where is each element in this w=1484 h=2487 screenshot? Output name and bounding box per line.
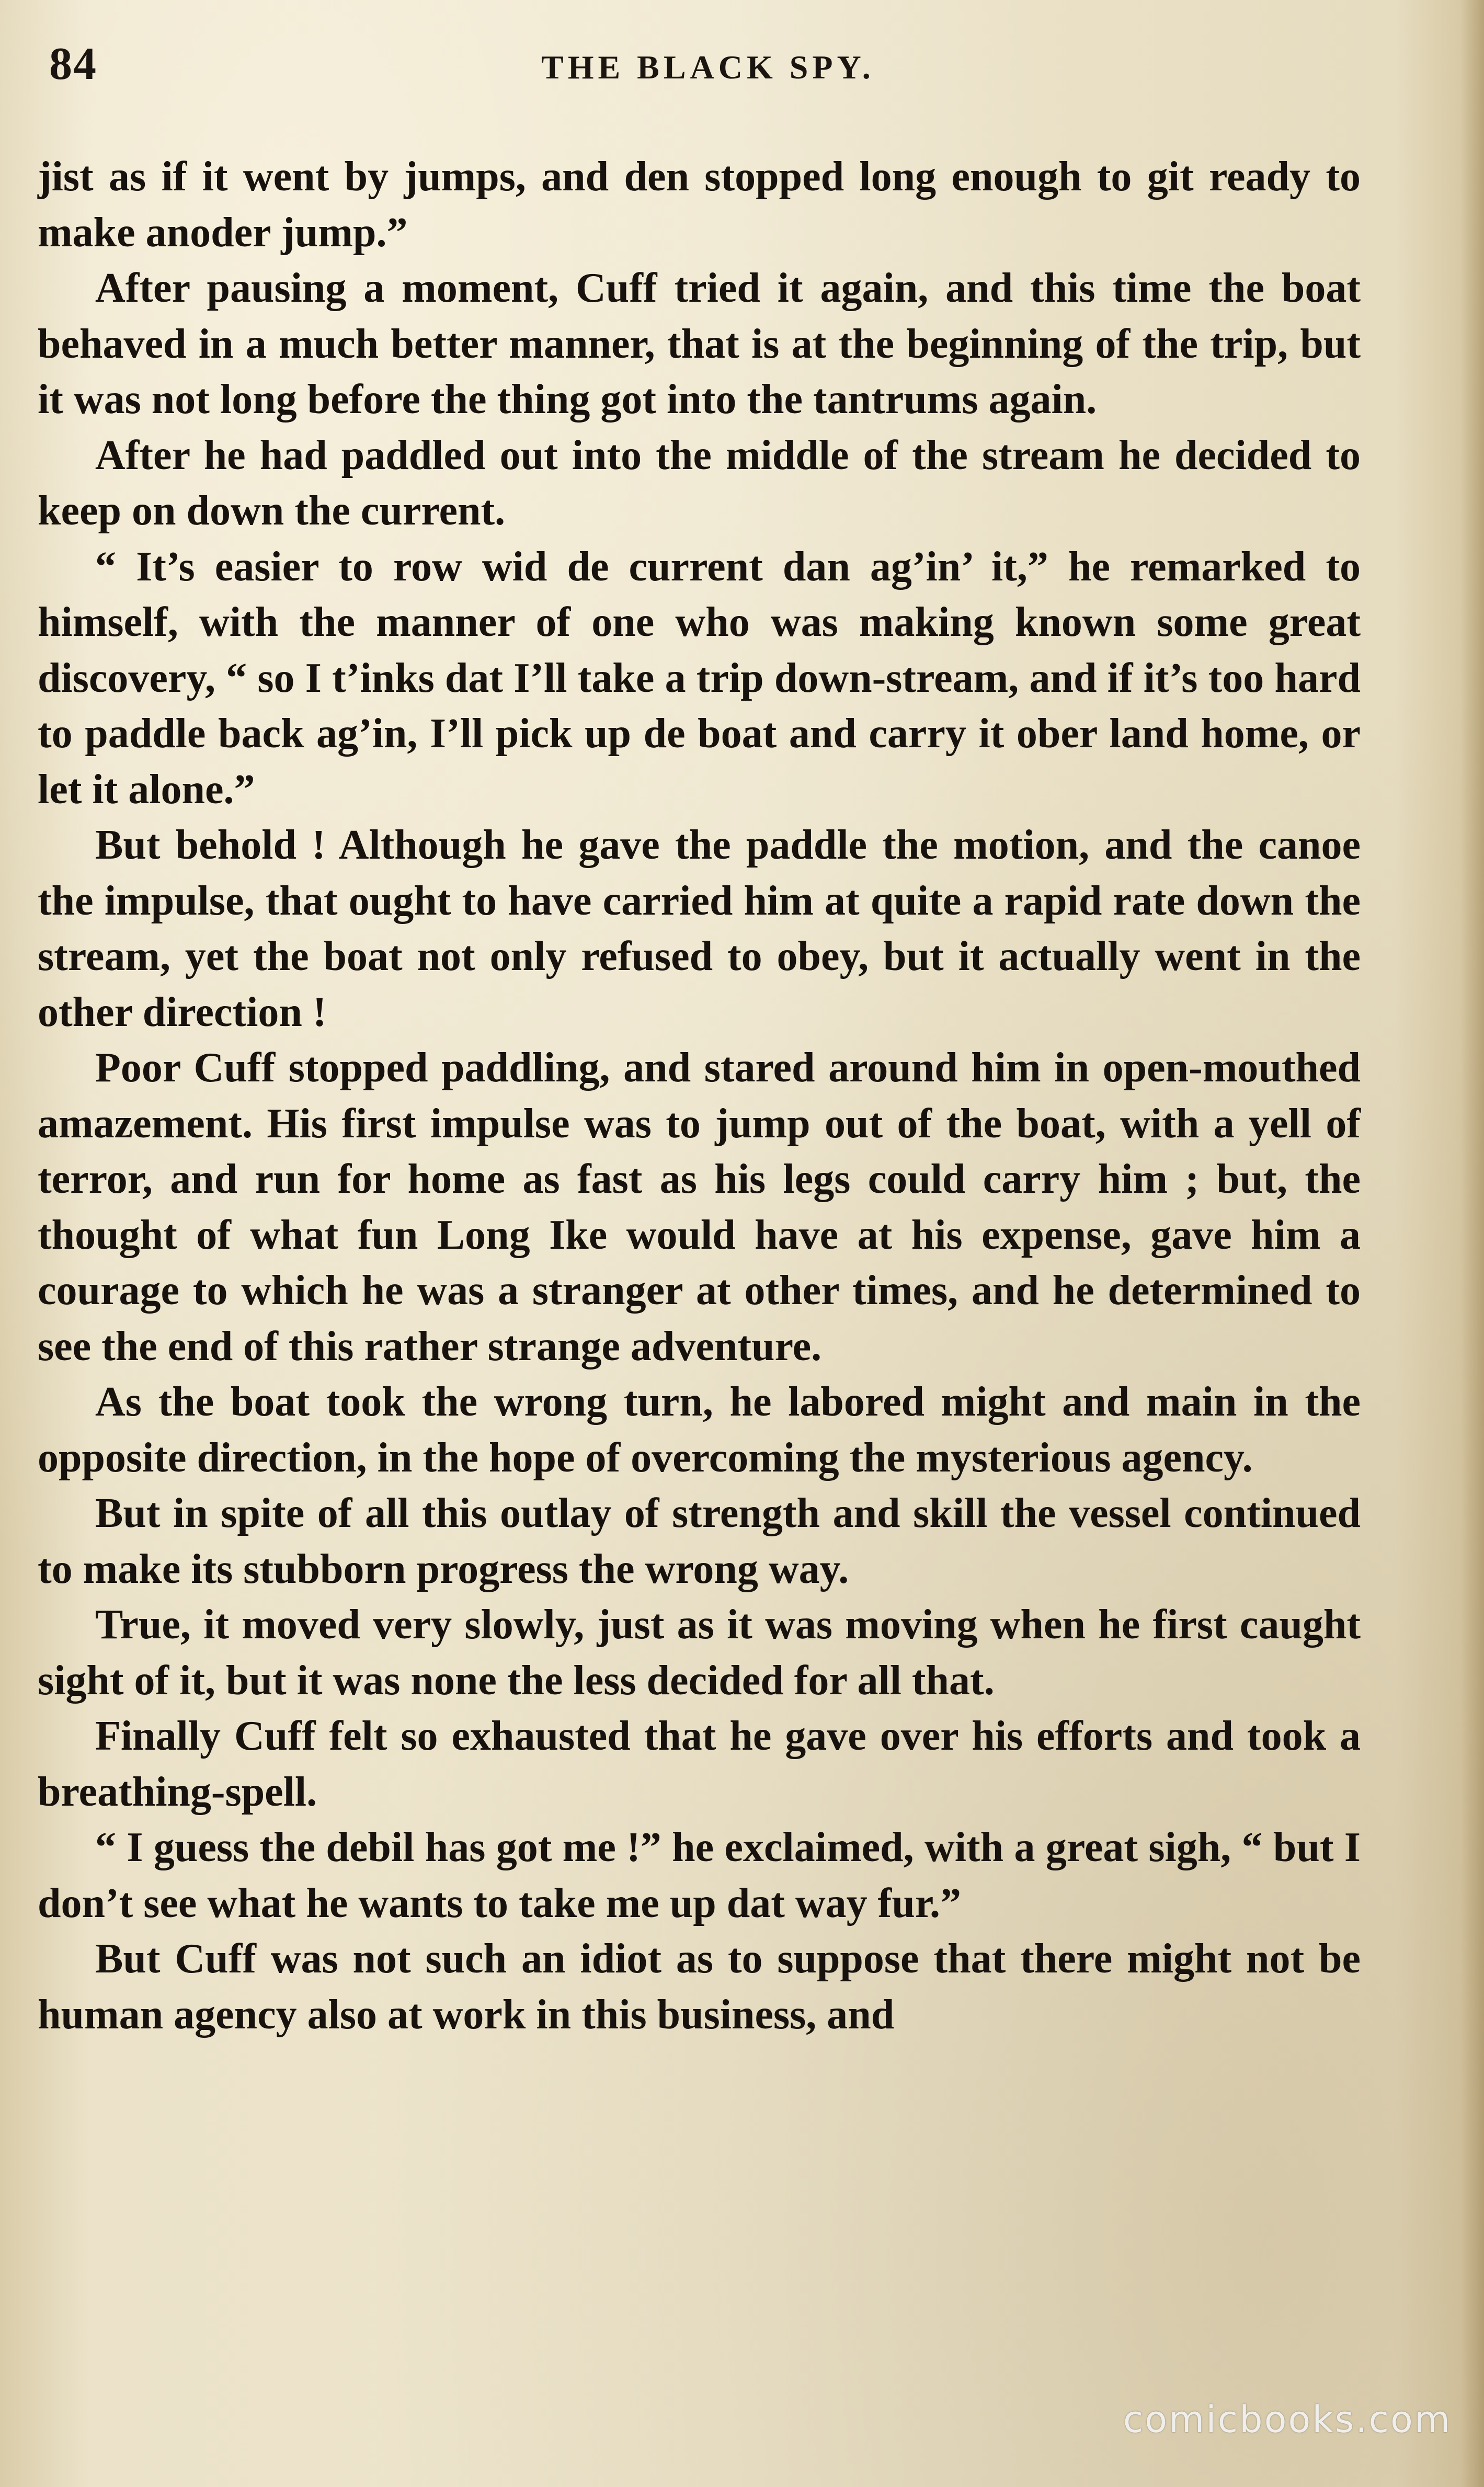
paragraph: After he had paddled out into the middle of the stream he decided to keep on down the current. bbox=[38, 432, 1361, 534]
paragraph: “ I guess the debil has got me !” he exclaimed, with a great sigh, “ but I don’t see what he wants to take me up dat way fur.” bbox=[38, 1824, 1361, 1926]
watermark: comicbooks.com bbox=[1123, 2398, 1452, 2441]
paragraph: Finally Cuff felt so exhausted that he gave over his efforts and took a breathing-spell. bbox=[38, 1713, 1361, 1815]
paragraph: Poor Cuff stopped paddling, and stared around him in open-mouthed amazement. His first impulse was to jump out of the boat, with a yell of terror, and run for home as fast as his legs could carry him ; but, the thought of what fun Long Ike would have at his expense, gave him a courage to which he was a stranger at other times, and he determined to see the end of this rather strange adventure. bbox=[38, 1045, 1361, 1370]
page-edge-shadow bbox=[1460, 0, 1484, 2487]
body-text bbox=[38, 149, 1361, 2043]
paragraph: As the boat took the wrong turn, he labored might and main in the opposite direction, in the hope of overcoming the mysterious agency. bbox=[38, 1379, 1361, 1481]
running-title: THE BLACK SPY. bbox=[541, 49, 875, 86]
page-number: 84 bbox=[49, 39, 97, 89]
paragraph: But in spite of all this outlay of strength and skill the vessel continued to make its stubborn progress the wrong way. bbox=[38, 1490, 1361, 1592]
paragraph: But Cuff was not such an idiot as to suppose that there might not be human agency also at work in this business, and bbox=[38, 1936, 1361, 2038]
paragraph: jist as if it went by jumps, and den stopped long enough to git ready to make anoder jump.” bbox=[38, 154, 1361, 256]
page-header bbox=[42, 38, 1370, 100]
paragraph: True, it moved very slowly, just as it was moving when he first caught sight of it, but it was none the less decided for all that. bbox=[38, 1602, 1361, 1704]
paragraph: “ It’s easier to row wid de current dan ag’in’ it,” he remarked to himself, with the manner of one who was making known some great discovery, “ so I t’inks dat I’ll take a trip down-stream, and if it’s too hard to paddle back ag’in, I’ll pick up de boat and carry it ober land home, or let it alone.” bbox=[38, 543, 1361, 813]
paragraph: But behold ! Although he gave the paddle the motion, and the canoe the impulse, that ought to have carried him at quite a rapid rate down the stream, yet the boat not only refused to obey, but it actually went in the other direction ! bbox=[38, 822, 1361, 1035]
paragraph: After pausing a moment, Cuff tried it again, and this time the boat behaved in a much better manner, that is at the beginning of the trip, but it was not long before the thing got into the tantrums again. bbox=[38, 265, 1361, 423]
